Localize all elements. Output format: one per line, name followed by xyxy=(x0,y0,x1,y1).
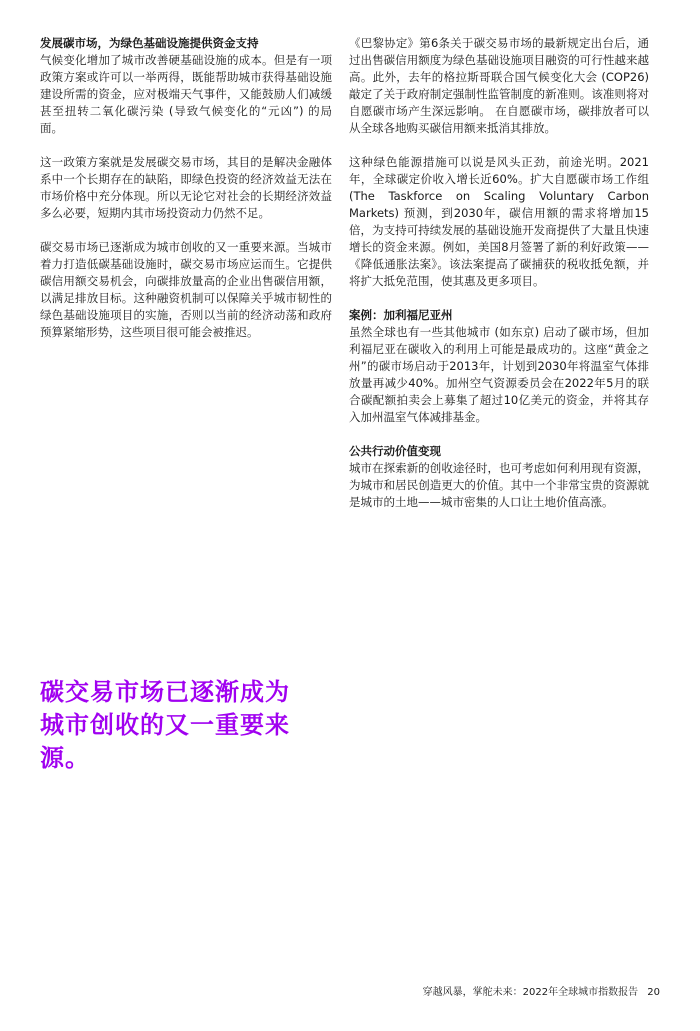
footer-title: 穿越风暴，掌舵未来：2022年全球城市指数报告 xyxy=(422,987,639,998)
left-paragraph-1: 气候变化增加了城市改善硬基础设施的成本。但是有一项政策方案或许可以一举两得，既能帮助城市获得基础设施建设所需的资金，应对极端天气事件，又能鼓励人们减缓甚至扭转二氧化碳污染 (导致气候变化的“元凶”) 的局面。 xyxy=(40,53,332,135)
right-paragraph-1: 《巴黎协定》第6条关于碳交易市场的最新规定出台后，通过出售碳信用额度为绿色基础设施项目融资的可行性越来越高。此外，去年的格拉斯哥联合国气候变化大会 (COP26) 敲定了关于政府制定强制性监管制度的新准则。该准则将对自愿碳市场产生深远影响。 在自愿碳市场，碳排放者可以从全球各地购买碳信用额来抵消其排放。 xyxy=(349,36,649,135)
section-heading-carbon-market: 发展碳市场，为绿色基础设施提供资金支持 xyxy=(40,36,259,50)
page-footer xyxy=(423,983,660,998)
left-paragraph-3: 碳交易市场已逐渐成为城市创收的又一重要来源。当城市着力打造低碳基础设施时，碳交易市场应运而生。它提供碳信用额交易机会，向碳排放量高的企业出售碳信用额，以满足排放目标。这种融资机制可以保障关乎城市韧性的绿色基础设施项目的实施，否则以当前的经济动荡和政府预算紧缩形势，这些项目很可能会被推迟。 xyxy=(40,240,332,339)
public-action-paragraph: 城市在探索新的创收途径时，也可考虑如何利用现有资源，为城市和居民创造更大的价值。其中一个非常宝贵的资源就是城市的土地——城市密集的人口让土地价值高涨。 xyxy=(349,461,649,509)
case-heading: 案例：加利福尼亚州 xyxy=(349,308,453,322)
right-paragraph-2: 这种绿色能源措施可以说是风头正劲，前途光明。2021年，全球碳定价收入增长近60%。扩大自愿碳市场工作组 (The Taskforce on Scaling Voluntary Carbon Markets) 预测，到2030年，碳信用额的需求将增加15倍，为支持可持续发展的基础设施开发商提供了大量且快速增长的资金来源。例如，美国8月签署了新的利好政策——《降低通胀法案》。该法案提高了碳捕获的税收抵免额，并将扩大抵免范围，使其惠及更多项目。 xyxy=(349,155,649,288)
left-paragraph-2: 这一政策方案就是发展碳交易市场，其目的是解决金融体系中一个长期存在的缺陷，即绿色投资的经济效益无法在市场价格中充分体现。所以无论它对社会的长期经济效益多么必要，短期内其市场投资动力仍然不足。 xyxy=(40,155,332,220)
pull-quote: 碳交易市场已逐渐成为城市创收的又一重要来源。 xyxy=(40,678,290,772)
public-action-heading: 公共行动价值变现 xyxy=(349,444,441,458)
left-column xyxy=(40,35,332,358)
right-column xyxy=(349,35,649,528)
page-number: 20 xyxy=(647,987,660,998)
case-paragraph: 虽然全球也有一些其他城市 (如东京) 启动了碳市场，但加利福尼亚在碳收入的利用上可能是最成功的。这座“黄金之州”的碳市场启动于2013年，计划到2030年将温室气体排放量再减少40%。加州空气资源委员会在2022年5月的联合碳配额拍卖会上募集了超过10亿美元的资金，并将其存入加州温室气体减排基金。 xyxy=(349,325,649,424)
